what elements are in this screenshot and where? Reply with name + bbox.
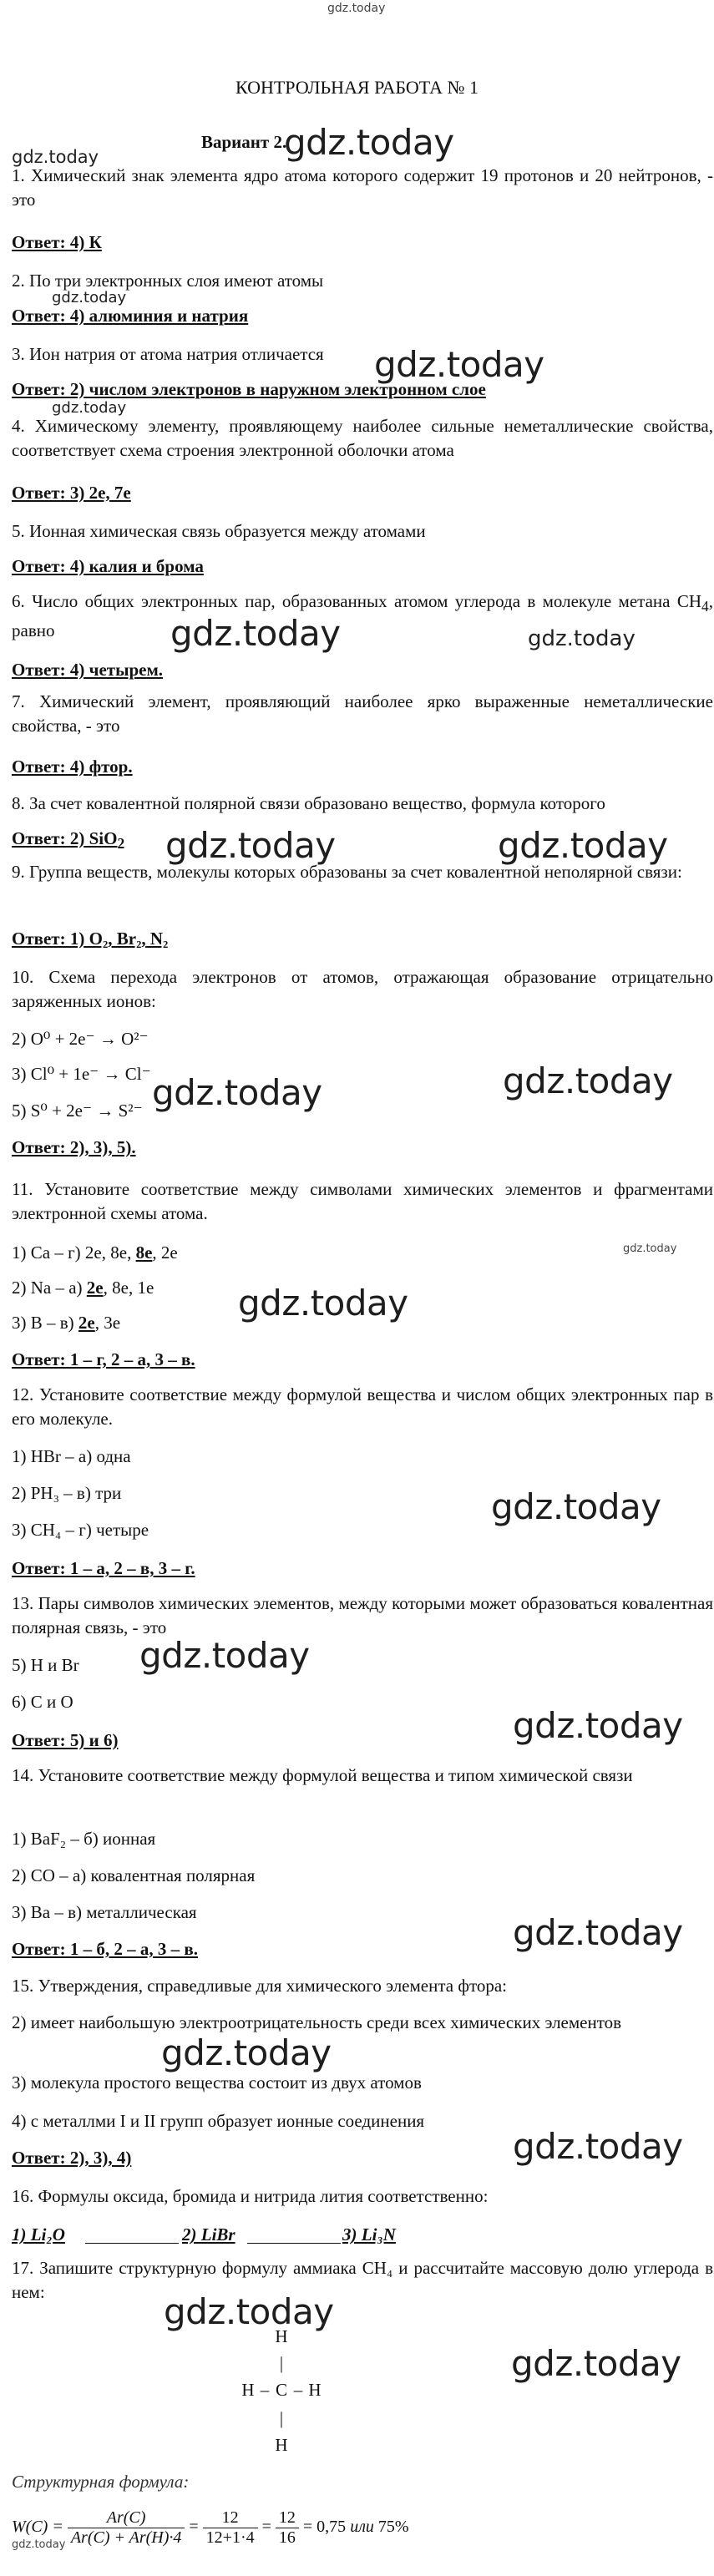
question-12-option: 2) PH₃ – в) три (12, 1483, 122, 1503)
question-9: 9. Группа веществ, молекулы которых образованы за счет ковалентной неполярной связи: (12, 862, 682, 882)
page-title: КОНТРОЛЬНАЯ РАБОТА № 1 (235, 77, 479, 98)
formula-lhs: W(C) = (12, 2518, 63, 2537)
formula-or: или (350, 2518, 374, 2537)
question-8: 8. За счет ковалентной полярной связи образовано вещество, формула которого (12, 793, 605, 813)
watermark-small: gdz.today (52, 399, 127, 417)
answer-14: Ответ: 1 – б, 2 – а, 3 – в. (12, 1939, 198, 1959)
answer-1: Ответ: 4) К (12, 232, 102, 252)
watermark: gdz.today (511, 2343, 681, 2384)
answer-16-underline (247, 2243, 341, 2244)
watermark: gdz.today (498, 825, 668, 866)
answer-7: Ответ: 4) фтор. (12, 757, 133, 777)
question-15-option: 4) с металлми I и II групп образует ионные соединения (12, 2111, 425, 2131)
fraction-numerator: Ar(C) (68, 2508, 185, 2528)
question-11-option (12, 1311, 120, 1335)
answer-16-oxide: 1) Li₂O (12, 2224, 65, 2245)
structure-right-h: H (308, 2380, 322, 2400)
answer-16-nitride: 3) Li₃N (342, 2224, 396, 2245)
answer-13: Ответ: 5) и 6) (12, 1730, 119, 1750)
question-11-option (12, 1241, 178, 1265)
option-text: , 3е (94, 1313, 121, 1333)
watermark: gdz.today (513, 1705, 683, 1746)
option-text: 3) B – в) (12, 1313, 78, 1333)
structure-bond: – (260, 2380, 270, 2400)
answer-8 (12, 827, 124, 856)
watermark-small: gdz.today (12, 147, 99, 167)
watermark: gdz.today (170, 613, 341, 654)
structural-formula-label: Структурная формула: (12, 2472, 190, 2492)
question-13: 13. Пары символов химических элементов, между которыми может образоваться ковалентная полярная связь, - это (12, 1593, 713, 1637)
question-11-option (12, 1276, 154, 1300)
fraction (276, 2508, 299, 2548)
watermark-small: gdz.today (528, 626, 636, 651)
question-14-option: 1) BaF₂ – б) ионная (12, 1829, 156, 1849)
watermark: gdz.today (513, 1912, 683, 1953)
question-14-option: 3) Ba – в) металлическая (12, 1902, 197, 1922)
watermark: gdz.today (503, 1060, 673, 1101)
answer-16-bromide: 2) LiBr (182, 2224, 235, 2245)
watermark: gdz.today (374, 344, 544, 385)
question-2: 2. По три электронных слоя имеют атомы (12, 271, 324, 291)
structure-top-h: H (275, 2326, 288, 2346)
question-3: 3. Ион натрия от атома натрия отличается (12, 344, 324, 364)
structure-bond: | (279, 2353, 284, 2373)
question-12-option: 3) CH₄ – г) четыре (12, 1520, 149, 1540)
watermark: gdz.today (164, 2291, 334, 2332)
watermark: gdz.today (491, 1486, 661, 1527)
question-10-option: 5) S⁰ + 2e⁻ → S²⁻ (12, 1101, 143, 1121)
fraction (203, 2508, 258, 2548)
answer-15: Ответ: 2), 3), 4) (12, 2148, 132, 2168)
fraction-numerator: 12 (276, 2508, 299, 2528)
answer-3: Ответ: 2) числом электронов в наружном электронном слое (12, 379, 486, 399)
mass-fraction-formula (12, 2508, 409, 2548)
answer-5: Ответ: 4) калия и брома (12, 556, 204, 576)
answer-4: Ответ: 3) 2е, 7е (12, 483, 131, 503)
watermark: gdz.today (161, 2032, 332, 2073)
option-text: , 8е, 1е (103, 1278, 154, 1298)
option-text: , 2е (152, 1242, 178, 1263)
answer-2: Ответ: 4) алюминия и натрия (12, 306, 249, 326)
highlighted-text: 2е (78, 1313, 95, 1333)
subscript: 4 (701, 598, 709, 615)
fraction-denominator: 16 (278, 2528, 296, 2547)
question-17: 17. Запишите структурную формулу аммиака СН₄ и рассчитайте массовую долю углерода в нем: (12, 2258, 713, 2302)
fraction (68, 2508, 185, 2548)
structure-bottom-h: H (275, 2435, 288, 2455)
watermark: gdz.today (284, 122, 454, 163)
question-15-option: 2) имеет наибольшую электроотрицательность среди всех химических элементов (12, 2012, 622, 2032)
question-15-option: 3) молекула простого вещества состоит из двух атомов (12, 2072, 422, 2093)
question-10: 10. Схема перехода электронов от атомов, отражающая образование отрицательно заряженных ионов: (12, 967, 713, 1011)
structure-left-h: H (241, 2380, 255, 2400)
fraction-denominator: Ar(C) + Ar(H)·4 (70, 2528, 182, 2547)
question-13-option: 5) H и Br (12, 1655, 79, 1675)
answer-16-underline (85, 2243, 179, 2244)
equals-sign: = (261, 2518, 271, 2537)
question-16: 16. Формулы оксида, бромида и нитрида лития соответственно: (12, 2186, 489, 2206)
answer-8-text: Ответ: 2) SiO (12, 828, 118, 848)
answer-12: Ответ: 1 – а, 2 – в, 3 – г. (12, 1558, 195, 1578)
structure-bond: – (293, 2380, 303, 2400)
answer-6: Ответ: 4) четырем. (12, 660, 164, 680)
formula-result: = 0,75 (302, 2518, 347, 2537)
option-text: 1) Ca – г) 2е, 8е, (12, 1242, 136, 1263)
question-12-option: 1) HBr – а) одна (12, 1446, 131, 1466)
fraction-denominator: 12+1·4 (205, 2528, 255, 2547)
watermark: gdz.today (238, 1283, 408, 1323)
watermark: gdz.today (139, 1635, 310, 1676)
question-10-option: 2) O⁰ + 2e⁻ → O²⁻ (12, 1029, 149, 1049)
watermark-small: gdz.today (12, 2538, 66, 2551)
structure-center-c: C (275, 2380, 287, 2400)
question-12: 12. Установите соответствие между формулой вещества и числом общих электронных пар в его молекуле. (12, 1384, 713, 1429)
header-watermark: gdz.today (327, 2, 386, 15)
question-4: 4. Химическому элементу, проявляющему наиболее сильные неметаллические свойства, соответствует схема строения электронной оболочки атома (12, 416, 713, 460)
fraction-numerator: 12 (203, 2508, 258, 2528)
question-6-text: 6. Число общих электронных пар, образованных атомом углерода в молекуле метана СН (12, 591, 701, 611)
question-14: 14. Установите соответствие между формулой вещества и типом химической связи (12, 1765, 633, 1785)
answer-9: Ответ: 1) O₂, Br₂, N₂ (12, 929, 169, 949)
formula-percent: 75% (377, 2518, 409, 2537)
question-13-option: 6) C и O (12, 1692, 73, 1712)
equals-sign: = (189, 2518, 199, 2537)
question-15: 15. Утверждения, справедливые для химического элемента фтора: (12, 1976, 508, 1996)
answer-11: Ответ: 1 – г, 2 – а, 3 – в. (12, 1349, 195, 1369)
variant-heading: Вариант 2. (201, 132, 287, 152)
watermark-small: gdz.today (623, 1242, 677, 1255)
highlighted-text: 8е (135, 1242, 153, 1263)
question-5: 5. Ионная химическая связь образуется между атомами (12, 521, 426, 541)
highlighted-text: 2е (86, 1278, 104, 1298)
question-14-option: 2) CO – а) ковалентная полярная (12, 1865, 256, 1885)
question-1: 1. Химический знак элемента ядро атома которого содержит 19 протонов и 20 нейтронов, - это (12, 165, 713, 210)
answer-10: Ответ: 2), 3), 5). (12, 1137, 136, 1157)
watermark: gdz.today (152, 1072, 322, 1113)
subscript: 2 (117, 835, 125, 853)
watermark-small: gdz.today (52, 289, 127, 306)
question-6-text-end: , равно (12, 591, 713, 641)
question-10-option: 3) Cl⁰ + 1e⁻ → Cl⁻ (12, 1064, 151, 1084)
option-text: 2) Na – а) (12, 1278, 87, 1298)
question-7: 7. Химический элемент, проявляющий наиболее ярко выраженные неметаллические свойства, - это (12, 691, 713, 736)
structure-bond: | (279, 2408, 284, 2428)
watermark: gdz.today (513, 2126, 683, 2167)
question-11: 11. Установите соответствие между символами химических элементов и фрагментами электронной схемы атома. (12, 1179, 713, 1223)
watermark: gdz.today (165, 825, 336, 866)
